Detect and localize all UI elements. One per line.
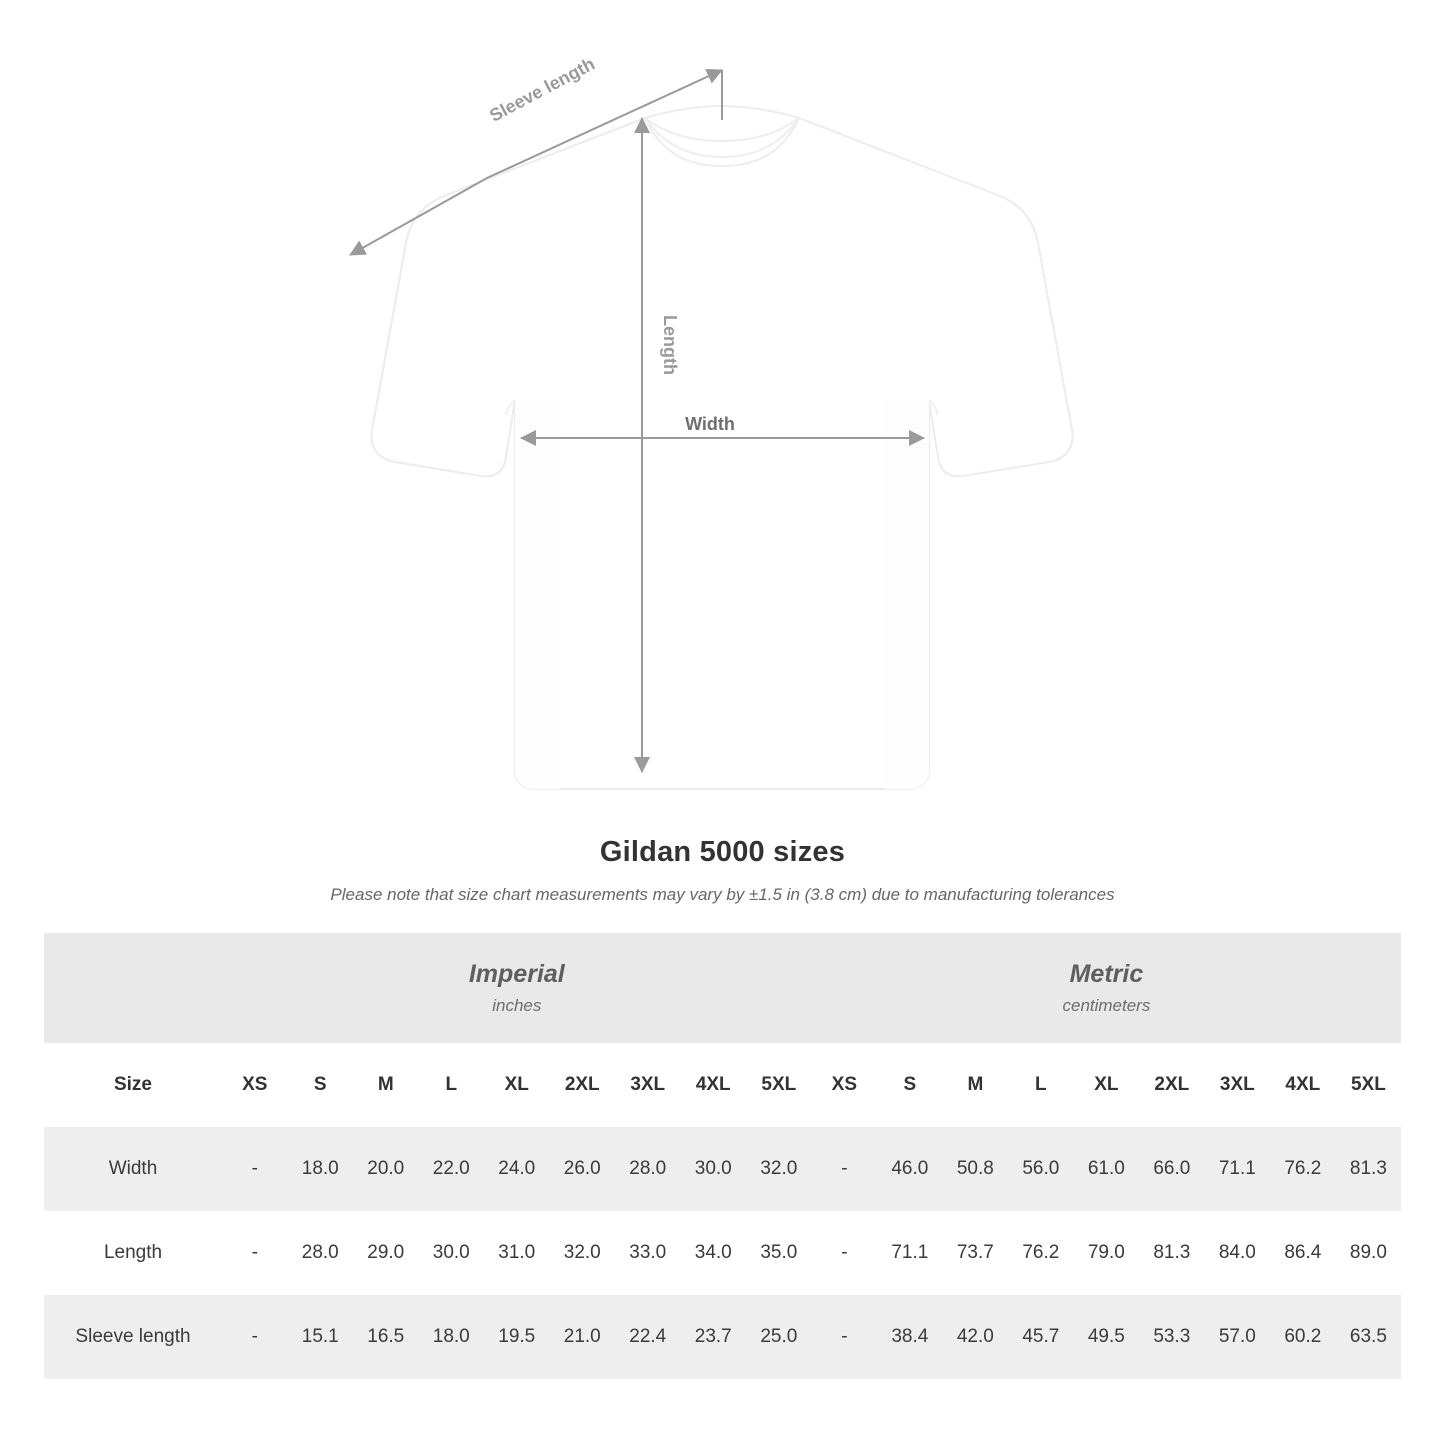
size-header-metric-xl: XL: [1074, 1043, 1140, 1127]
cell-length-imperial-xl: 31.0: [484, 1211, 550, 1295]
cell-sleeve-imperial-m: 16.5: [353, 1295, 419, 1379]
unit-group-imperial-sub: inches: [492, 996, 542, 1016]
size-table: [44, 933, 1401, 1379]
tshirt-shape: [371, 106, 1072, 789]
size-header-metric-4xl: 4XL: [1270, 1043, 1336, 1127]
cell-length-metric-xl: 79.0: [1074, 1211, 1140, 1295]
cell-length-metric-4xl: 86.4: [1270, 1211, 1336, 1295]
size-header-imperial-xl: XL: [484, 1043, 550, 1127]
cell-width-imperial-2xl: 26.0: [550, 1127, 616, 1211]
cell-sleeve-imperial-xs: -: [222, 1295, 288, 1379]
cell-sleeve-imperial-3xl: 22.4: [615, 1295, 681, 1379]
row-label-length: Length: [44, 1211, 222, 1295]
row-label-width: Width: [44, 1127, 222, 1211]
cell-sleeve-metric-2xl: 53.3: [1139, 1295, 1205, 1379]
cell-length-metric-m: 73.7: [943, 1211, 1009, 1295]
cell-length-imperial-s: 28.0: [288, 1211, 354, 1295]
cell-length-metric-l: 76.2: [1008, 1211, 1074, 1295]
cell-sleeve-metric-3xl: 57.0: [1205, 1295, 1271, 1379]
unit-group-metric: [812, 933, 1402, 1043]
size-header-metric-5xl: 5XL: [1336, 1043, 1402, 1127]
cell-sleeve-metric-s: 38.4: [877, 1295, 943, 1379]
cell-sleeve-metric-5xl: 63.5: [1336, 1295, 1402, 1379]
size-header-metric-l: L: [1008, 1043, 1074, 1127]
size-header-imperial-5xl: 5XL: [746, 1043, 812, 1127]
cell-length-imperial-l: 30.0: [419, 1211, 485, 1295]
page-title: Gildan 5000 sizes: [599, 836, 846, 868]
cell-sleeve-imperial-s: 15.1: [288, 1295, 354, 1379]
cell-width-imperial-xs: -: [222, 1127, 288, 1211]
cell-length-metric-2xl: 81.3: [1139, 1211, 1205, 1295]
cell-sleeve-imperial-4xl: 23.7: [681, 1295, 747, 1379]
cell-width-imperial-5xl: 32.0: [746, 1127, 812, 1211]
cell-sleeve-metric-m: 42.0: [943, 1295, 1009, 1379]
length-label: Length: [660, 315, 680, 375]
cell-width-imperial-xl: 24.0: [484, 1127, 550, 1211]
table-row: [44, 1127, 1401, 1211]
size-header-metric-m: M: [943, 1043, 1009, 1127]
cell-sleeve-imperial-2xl: 21.0: [550, 1295, 616, 1379]
cell-length-metric-3xl: 84.0: [1205, 1211, 1271, 1295]
cell-width-metric-2xl: 66.0: [1139, 1127, 1205, 1211]
cell-sleeve-metric-xl: 49.5: [1074, 1295, 1140, 1379]
cell-width-metric-l: 56.0: [1008, 1127, 1074, 1211]
cell-width-imperial-4xl: 30.0: [681, 1127, 747, 1211]
size-header-label: Size: [44, 1043, 222, 1127]
cell-length-imperial-2xl: 32.0: [550, 1211, 616, 1295]
cell-width-metric-xs: -: [812, 1127, 878, 1211]
cell-sleeve-imperial-xl: 19.5: [484, 1295, 550, 1379]
table-row: [44, 1211, 1401, 1295]
cell-width-metric-m: 50.8: [943, 1127, 1009, 1211]
unit-header-spacer: [44, 933, 222, 1043]
cell-width-imperial-s: 18.0: [288, 1127, 354, 1211]
cell-length-imperial-3xl: 33.0: [615, 1211, 681, 1295]
cell-sleeve-metric-xs: -: [812, 1295, 878, 1379]
size-header-imperial-4xl: 4XL: [681, 1043, 747, 1127]
cell-length-metric-xs: -: [812, 1211, 878, 1295]
width-label: Width: [685, 414, 735, 434]
cell-sleeve-metric-4xl: 60.2: [1270, 1295, 1336, 1379]
size-header-imperial-3xl: 3XL: [615, 1043, 681, 1127]
unit-group-metric-sub: centimeters: [1062, 996, 1151, 1016]
size-header-metric-3xl: 3XL: [1205, 1043, 1271, 1127]
cell-width-imperial-m: 20.0: [353, 1127, 419, 1211]
chart-heading: [0, 836, 1445, 905]
cell-length-imperial-xs: -: [222, 1211, 288, 1295]
cell-sleeve-imperial-5xl: 25.0: [746, 1295, 812, 1379]
cell-sleeve-imperial-l: 18.0: [419, 1295, 485, 1379]
sleeve-length-label: Sleeve length: [486, 53, 599, 126]
size-header-metric-2xl: 2XL: [1139, 1043, 1205, 1127]
size-header-imperial-2xl: 2XL: [550, 1043, 616, 1127]
size-header-imperial-m: M: [353, 1043, 419, 1127]
cell-width-metric-3xl: 71.1: [1205, 1127, 1271, 1211]
size-header-metric-s: S: [877, 1043, 943, 1127]
row-label-sleeve-length: Sleeve length: [44, 1295, 222, 1379]
unit-group-metric-name: Metric: [1069, 959, 1144, 988]
cell-length-imperial-m: 29.0: [353, 1211, 419, 1295]
cell-width-imperial-3xl: 28.0: [615, 1127, 681, 1211]
unit-header-row: [44, 933, 1401, 1043]
size-header-imperial-s: S: [288, 1043, 354, 1127]
size-table-wrapper: [44, 933, 1401, 1379]
cell-width-metric-xl: 61.0: [1074, 1127, 1140, 1211]
cell-sleeve-metric-l: 45.7: [1008, 1295, 1074, 1379]
cell-width-metric-4xl: 76.2: [1270, 1127, 1336, 1211]
unit-group-imperial: [222, 933, 812, 1043]
tolerance-note: Please note that size chart measurements may vary by ±1.5 in (3.8 cm) due to manufacturing tolerances: [330, 885, 1115, 904]
size-header-row: [44, 1043, 1401, 1127]
cell-length-metric-s: 71.1: [877, 1211, 943, 1295]
cell-length-imperial-4xl: 34.0: [681, 1211, 747, 1295]
cell-width-metric-5xl: 81.3: [1336, 1127, 1402, 1211]
cell-width-imperial-l: 22.0: [419, 1127, 485, 1211]
cell-length-metric-5xl: 89.0: [1336, 1211, 1402, 1295]
cell-width-metric-s: 46.0: [877, 1127, 943, 1211]
table-row: [44, 1295, 1401, 1379]
unit-group-imperial-name: Imperial: [468, 959, 565, 988]
size-header-imperial-xs: XS: [222, 1043, 288, 1127]
size-header-imperial-l: L: [419, 1043, 485, 1127]
size-header-metric-xs: XS: [812, 1043, 878, 1127]
cell-length-imperial-5xl: 35.0: [746, 1211, 812, 1295]
